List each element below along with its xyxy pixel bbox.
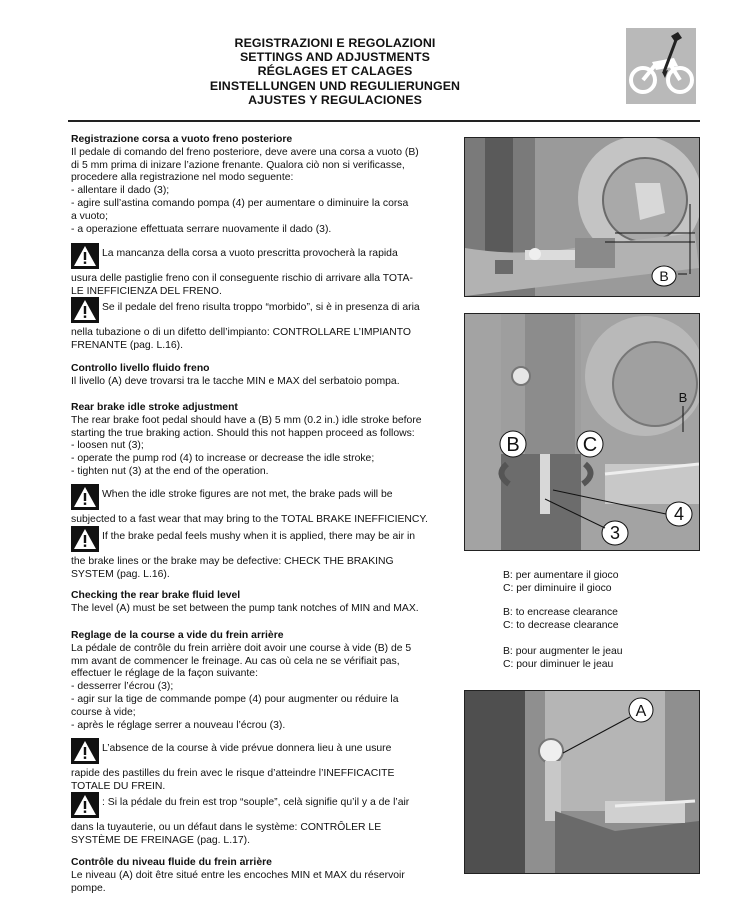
header-line: REGISTRAZIONI E REGOLAZIONI [234, 36, 436, 50]
paragraph-line: - a operazione effettuata serrare nuovamente il dado (3). [71, 223, 332, 235]
paragraph-line: - après le réglage serrer a nouveau l’écrou (3). [71, 719, 286, 731]
section-title: Rear brake idle stroke adjustment [71, 402, 238, 413]
photo-brake-pedal-stroke [464, 137, 700, 297]
caption-group-italian [503, 570, 619, 596]
italian-section [71, 134, 451, 236]
header-line: AJUSTES Y REGULACIONES [248, 92, 422, 107]
caption-line: C: pour diminuer le jeau [503, 658, 614, 670]
warning-text: FRENANTE (pag. L.16). [71, 339, 184, 351]
figure-label: 3 [609, 523, 621, 543]
paragraph-line: - agir sur la tige de commande pompe (4) pour augmenter ou réduire la [71, 693, 399, 705]
italian-fluid-section [71, 363, 451, 389]
warning-text: If the brake pedal feels mushy when it is applied, there may be air in [102, 531, 416, 542]
paragraph-line: effectuer le réglage de la façon suivante: [71, 668, 258, 680]
warning-icon [71, 526, 99, 557]
header-line: RÉGLAGES ET CALAGES [257, 64, 413, 79]
figure-label: 4 [673, 504, 685, 524]
warning-icon [71, 738, 99, 769]
warning-block [71, 297, 451, 353]
paragraph-line: Il pedale di comando del freno posteriore, deve avere una corsa a vuoto (B) [71, 146, 419, 158]
section-title: Reglage de la course a vide du frein arrière [71, 630, 284, 641]
paragraph-line: starting the true braking action. Should this not happen proceed as follows: [71, 427, 415, 439]
warning-text: rapide des pastilles du frein avec le risque d’atteindre l’INEFFICACITE [71, 768, 395, 779]
figure-label: B [506, 434, 520, 456]
paragraph-line: mm avant de commencer le freinage. Au cas où cela ne se vérifiait pas, [71, 655, 400, 667]
paragraph-line: - operate the pump rod (4) to increase or decrease the idle stroke; [71, 453, 375, 465]
warning-text: La mancanza della corsa a vuoto prescritta provocherà la rapida [102, 248, 398, 259]
warning-block [71, 792, 451, 848]
caption-group-english [503, 607, 619, 633]
warning-icon [71, 243, 99, 274]
header-line: EINSTELLUNGEN UND REGULIERUNGEN [209, 78, 461, 93]
caption-line: B: to encrease clearance [503, 607, 618, 618]
caption-line: B: per aumentare il gioco [503, 570, 619, 581]
warning-text: usura delle pastiglie freno con il conseguente rischio di arrivare alla TOTA- [71, 273, 413, 284]
section-title: Contrôle du niveau fluide du frein arrière [71, 857, 272, 868]
paragraph-line: The rear brake foot pedal should have a (B) 5 mm (0.2 in.) idle stroke before [71, 414, 422, 426]
warning-icon [71, 297, 99, 328]
paragraph-line: pompe. [71, 882, 106, 894]
section-title: Registrazione corsa a vuoto freno posteriore [71, 134, 293, 145]
warning-text: Se il pedale del freno risulta troppo “morbido”, si è in presenza di aria [102, 302, 420, 313]
paragraph-line: - tighten nut (3) at the end of the operation. [71, 465, 269, 477]
paragraph-line: di 5 mm prima di inizare l’azione frenante. Qualora ciò non si verificasse, [71, 159, 405, 171]
figure-label: B [678, 390, 688, 405]
paragraph-line: course à vide; [71, 706, 136, 718]
paragraph-line: Le niveau (A) doit être situé entre les encoches MIN et MAX du réservoir [71, 869, 405, 881]
warning-block [71, 738, 451, 794]
caption-line: C: to decrease clearance [503, 619, 619, 631]
warning-icon [71, 484, 99, 515]
page-header [150, 36, 520, 107]
warning-block [71, 484, 451, 527]
warning-text: L’absence de la course à vide prévue donnera lieu à une usure [102, 743, 392, 754]
figure-label: B [659, 268, 669, 284]
photo-brake-rod-adjustment [464, 313, 700, 551]
caption-group-french [503, 646, 623, 672]
header-divider [68, 120, 700, 122]
figure-label: C [582, 434, 598, 456]
paragraph-line: - desserrer l’écrou (3); [71, 681, 174, 693]
paragraph-line: a vuoto; [71, 210, 108, 222]
paragraph-line: La pédale de contrôle du frein arrière doit avoir une course à vide (B) de 5 [71, 642, 412, 654]
paragraph-line: - allentare il dado (3); [71, 185, 170, 197]
warning-text: When the idle stroke figures are not met, the brake pads will be [102, 489, 393, 500]
header-line: SETTINGS AND ADJUSTMENTS [239, 50, 431, 65]
english-section [71, 402, 451, 479]
warning-text: dans la tuyauterie, ou un défaut dans le système: CONTRÔLER LE [71, 822, 382, 833]
english-fluid-section [71, 590, 451, 616]
section-title: Checking the rear brake fluid level [71, 590, 241, 601]
warning-text: LE INEFFICIENZA DEL FRENO. [71, 285, 222, 297]
warning-text: subjected to a fast wear that may bring to the TOTAL BRAKE INEFFICIENCY. [71, 514, 428, 525]
warning-text: SYSTÈME DE FREINAGE (pag. L.17). [71, 834, 251, 846]
warning-text: SYSTEM (pag. L.16). [71, 568, 170, 580]
figure-label: A [635, 703, 647, 720]
caption-line: B: pour augmenter le jeau [503, 646, 623, 657]
warning-text: : Si la pédale du frein est trop “souple”, celà signifie qu’il y a de l’air [102, 797, 410, 808]
warning-text: nella tubazione o di un difetto dell’impianto: CONTROLLARE L’IMPIANTO [71, 327, 411, 338]
paragraph-line: Il livello (A) deve trovarsi tra le tacche MIN e MAX del serbatoio pompa. [71, 375, 400, 387]
motorcycle-service-icon [626, 28, 696, 104]
paragraph-line: - agire sull’astina comando pompa (4) per aumentare o diminuire la corsa [71, 197, 409, 209]
warning-block [71, 526, 451, 582]
paragraph-line: The level (A) must be set between the pump tank notches of MIN and MAX. [71, 602, 419, 614]
photo-brake-fluid-reservoir [464, 690, 700, 874]
warning-text: TOTALE DU FREIN. [71, 780, 166, 792]
paragraph-line: - loosen nut (3); [71, 440, 144, 452]
french-fluid-section [71, 857, 451, 895]
paragraph-line: procedere alla registrazione nel modo seguente: [71, 172, 294, 184]
warning-icon [71, 792, 99, 823]
warning-text: the brake lines or the brake may be defective: CHECK THE BRAKING [71, 556, 394, 567]
warning-block [71, 243, 451, 299]
french-section [71, 630, 451, 732]
section-title: Controllo livello fluido freno [71, 363, 210, 374]
caption-line: C: per diminuire il gioco [503, 582, 612, 594]
